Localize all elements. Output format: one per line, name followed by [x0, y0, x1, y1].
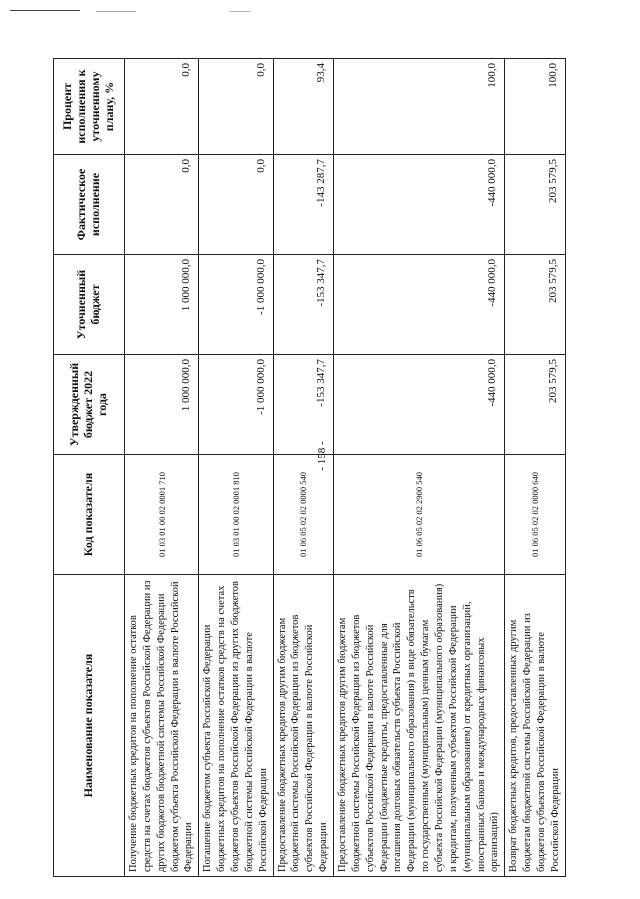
- table-row: [334, 59, 505, 877]
- row-code: 01 03 01 00 02 0001 810: [199, 455, 273, 575]
- header-approved: Утвержденный бюджет 2022 года: [54, 355, 125, 455]
- rotated-page-content: [53, 59, 633, 877]
- header-code: Код показателя: [54, 455, 125, 575]
- row-actual: 203 579,5: [505, 155, 565, 255]
- row-name: Предоставление бюджетных кредитов другим бюджетам бюджетной системы Российской Федерации из бюджетов субъектов Российской Федерации в валюте Российской Федерации: [273, 575, 333, 877]
- header-name: Наименование показателя: [54, 575, 125, 877]
- row-approved: -1 000 000,0: [199, 355, 273, 455]
- row-percent: 0,0: [125, 59, 199, 155]
- table-header-row: [54, 59, 125, 877]
- row-name: Предоставление бюджетных кредитов другим бюджетам бюджетной системы Российской Федерации из бюджетов субъектов Российской Федерации в валюте Российской Федерации (бюджетные кредиты, предоставленные для погашения долговых обязательств субъекта Российской Федерации (муниципального образования) в виде обязательств по государственным (муниципальным) ценным бумагам субъекта Российской Федерации (муниципального образования) и кредитам, полученным субъектом Российской Федерации (муниципальным образованием) от кредитных организаций, иностранных банков и международных финансовых организаций): [334, 575, 505, 877]
- header-percent: Процент исполнения к уточненному плану, %: [54, 59, 125, 155]
- row-actual: -440 000,0: [334, 155, 505, 255]
- table-row: [273, 59, 333, 877]
- page-number: - 158 -: [316, 441, 328, 471]
- row-approved: -153 347,7: [273, 355, 333, 455]
- row-approved: -440 000,0: [334, 355, 505, 455]
- row-code: 01 06 05 02 02 0000 540: [273, 455, 333, 575]
- scan-artifact-line: [230, 11, 250, 12]
- row-name: Погашение бюджетом субъекта Российской Федерации бюджетных кредитов на пополнение остатков средств на счетах бюджетов субъектов Российской Федерации из других бюджетов бюджетной системы Российской Федерации в валюте Российской Федерации: [199, 575, 273, 877]
- row-percent: 100,0: [334, 59, 505, 155]
- row-percent: 93,4: [273, 59, 333, 155]
- row-code: 01 06 05 02 02 2900 540: [334, 455, 505, 575]
- row-refined: -153 347,7: [273, 255, 333, 355]
- row-refined: 203 579,5: [505, 255, 565, 355]
- budget-execution-table: [53, 58, 566, 877]
- scan-artifact-line: [10, 10, 80, 11]
- row-name: Возврат бюджетных кредитов, предоставленных другим бюджетам бюджетной системы Российской Федерации из бюджетов субъектов Российской Федерации в валюте Российской Федерации: [505, 575, 565, 877]
- header-actual: Фактическое исполнение: [54, 155, 125, 255]
- row-refined: -440 000,0: [334, 255, 505, 355]
- table-row: [505, 59, 565, 877]
- row-actual: -143 287,7: [273, 155, 333, 255]
- scan-artifact-line: [96, 11, 136, 12]
- row-percent: 0,0: [199, 59, 273, 155]
- row-name: Получение бюджетных кредитов на пополнение остатков средств на счетах бюджетов субъектов Российской Федерации из других бюджетов бюджетной системы Российской Федерации бюджетом субъекта Российской Федерации в валюте Российской Федерации: [125, 575, 199, 877]
- row-approved: 203 579,5: [505, 355, 565, 455]
- row-actual: 0,0: [125, 155, 199, 255]
- header-refined: Уточненный бюджет: [54, 255, 125, 355]
- row-refined: 1 000 000,0: [125, 255, 199, 355]
- row-code: 01 06 05 02 02 0000 640: [505, 455, 565, 575]
- row-percent: 100,0: [505, 59, 565, 155]
- table-row: [125, 59, 199, 877]
- row-actual: 0,0: [199, 155, 273, 255]
- row-refined: -1 000 000,0: [199, 255, 273, 355]
- row-approved: 1 000 000,0: [125, 355, 199, 455]
- row-code: 01 03 01 00 02 0001 710: [125, 455, 199, 575]
- table-row: [199, 59, 273, 877]
